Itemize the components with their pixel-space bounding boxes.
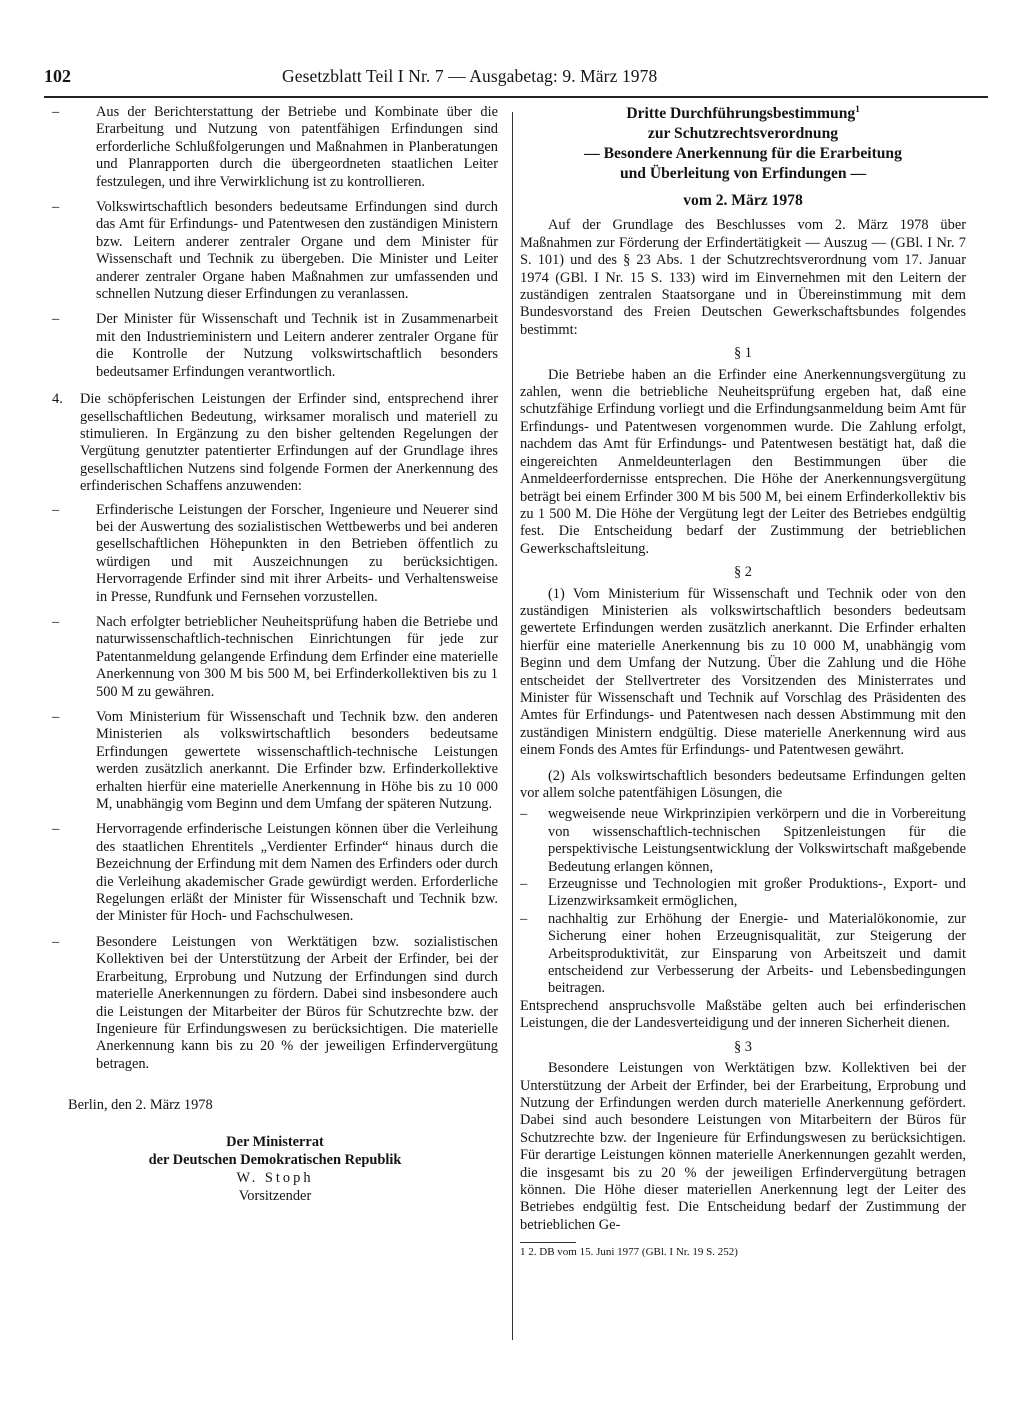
footnote: 1 2. DB vom 15. Juni 1977 (GBl. I Nr. 19 S. 252)	[520, 1246, 738, 1259]
point-4-text: Die schöpferischen Leistungen der Erfinder sind, entsprechend ihrer gesellschaftlichen Bedeutung, wirksamer moralisch und materiell zu stimulieren. In Ergänzung zu den bisher geltenden Regelungen der Vergütung genutzter patentierter Erfindungen auf der Grundlage ihres gesellschaftlichen Nutzens sind folgende Formen der Anerkennung des erfinderischen Schaffens anzuwenden:	[80, 391, 498, 495]
dash-marker: –	[52, 933, 60, 950]
section-3-title: § 3	[734, 1038, 752, 1055]
right-column	[520, 104, 966, 1259]
dash-marker: –	[52, 613, 60, 630]
list-item	[52, 199, 498, 303]
heading-line-1: Dritte Durchführungsbestimmung	[626, 105, 856, 122]
section-3-text: Besondere Leistungen von Werktätigen bzw. Kollektiven bei der Unterstützung der Arbeit der Erfinder, bei der Erarbeitung, Erprobung und Nutzung der Erfindungen werden durch materielle Anerkennung gefördert. Dabei sind auch besondere Leistungen von Mitarbeitern der Büros für Schutzrechte bzw. der Ingenieure für Erfindungswesen zu berücksichtigen. Für derartige Leistungen können materielle Anerkennungen gezahlt werden, die insgesamt bis zu 20 % der jeweiligen Erfindervergütung betragen können. Die Höhe dieser materiellen Anerkennung legt der Leiter des Betriebes endgültig fest. Die Entscheidung bedarf der Zustimmung der betrieblichen Ge-	[520, 1060, 966, 1233]
list-item	[52, 821, 498, 925]
section-2-title: § 2	[734, 564, 752, 581]
header-title: Gesetzblatt Teil I Nr. 7 — Ausgabetag: 9. März 1978	[282, 66, 658, 86]
list-item	[52, 104, 498, 191]
list-item-text: wegweisende neue Wirkprinzipien verkörpern und die in Vorbereitung von wissenschaftlich-technischen Spitzenleistungen für die perspektivische Leistungsentwicklung der Volkswirtschaft maßgebende Bedeutung erlangen können,	[548, 806, 966, 875]
list-item-text: nachhaltig zur Erhöhung der Energie- und Materialökonomie, zur Sicherung einer hohen Erzeugnisqualität, zur Steigerung der Arbeitsproduktivität, zur Einsparung von Arbeitszeit und damit entscheidend zur Verbesserung der Arbeits- und Lebensbedingungen beitragen.	[548, 910, 966, 997]
list-item	[52, 709, 498, 813]
heading-line-2: zur Schutzrechtsverordnung	[647, 125, 839, 142]
dash-marker: –	[52, 709, 60, 725]
dash-marker: –	[52, 311, 60, 328]
regulation-heading	[520, 104, 966, 184]
dash-marker: –	[52, 501, 60, 518]
section-1-title: § 1	[734, 345, 752, 362]
list-item	[52, 934, 498, 1073]
left-column	[52, 104, 498, 1205]
list-item	[520, 876, 966, 911]
signatory-role: Vorsitzender	[238, 1187, 312, 1204]
list-item-text: Der Minister für Wissenschaft und Technik ist in Zusammenarbeit mit den Industrieministern und Leitern anderer zentraler Organe für die Kontrolle der Nutzung volkswirtschaftlich besonders bedeutsamer Erfindungen verantwortlich.	[96, 311, 498, 380]
list-item-text: Hervorragende erfinderische Leistungen können über die Verleihung des staatlichen Ehrentitels „Verdienter Erfinder“ hinaus durch die Bezeichnung der Erfindung mit dem Namen des Erfinders oder durch die Verleihung akademischer Grade gewürdigt werden. Erforderliche Regelungen erläßt der Minister für Wissenschaft und Technik bzw. der Minister für Hoch- und Fachschulwesen.	[96, 821, 498, 925]
list-item-text: Nach erfolgter betrieblicher Neuheitsprüfung haben die Betriebe und naturwissenschaftlich-technischen Einrichtungen für jede zur Patentanmeldung gelangende Erfindung dem Erfinder eine materielle Anerkennung von 300 M bis 500 M, bei Erfinderkollektiven bis zu 1 500 M zu gewähren.	[96, 613, 498, 700]
regulation-date: vom 2. März 1978	[683, 192, 803, 209]
list-item-text: Erfinderische Leistungen der Forscher, Ingenieure und Neuerer sind bei der Auswertung des sozialistischen Wettbewerbs und bei anderen gesellschaftlichen Höhepunkten in den Betrieben öffentlich zu würdigen und mit Auszeichnungen zu berücksichtigen. Hervorragende Erfinder sind mit ihrer Arbeits- und Verhaltensweise in Presse, Rundfunk und Fernsehen vorzustellen.	[96, 501, 498, 605]
section-2-paragraph-2: (2) Als volkswirtschaftlich besonders bedeutsame Erfindungen gelten vor allem solche patentfähigen Lösungen, die	[520, 767, 966, 801]
signature-line-2: der Deutschen Demokratischen Republik	[148, 1151, 402, 1168]
dash-marker: –	[52, 104, 60, 120]
section-2-tail: Entsprechend anspruchsvolle Maßstäbe gelten auch bei erfinderischen Leistungen, die der Landesverteidigung und der inneren Sicherheit dienen.	[520, 997, 966, 1032]
column-divider	[512, 112, 513, 1340]
list-item	[52, 311, 498, 381]
signature-line-1: Der Ministerrat	[226, 1133, 324, 1150]
list-item-text: Besondere Leistungen von Werktätigen bzw. sozialistischen Kollektiven bei der Unterstützung der Arbeit der Erfinder, bei der Erarbeitung, Erprobung und Nutzung der Erfindungen sind durch materielle Anerkennungen zu fördern. Dabei sind insbesondere auch die Leistungen der Mitarbeiter der Büros für Schutzrechte bzw. der Ingenieure für Erfindungswesen zu berücksichtigen. Die materielle Anerkennung kann bis zu 20 % der jeweiligen Erfindervergütung betragen.	[96, 933, 498, 1072]
point-number: 4.	[52, 391, 63, 408]
dash-marker: –	[52, 821, 60, 838]
section-2-paragraph-1: (1) Vom Ministerium für Wissenschaft und Technik oder von den zuständigen Ministerien als volkswirtschaftlich besonders bedeutsam gewertete Erfindungen werden zusätzlich anerkannt. Die Erfinder erhalten hierfür eine materielle Anerkennung bis zu 10 000 M, unabhängig vom Beginn und dem Umfang der Nutzung. Über die Zahlung und die Höhe entscheidet der Stellvertreter des Vorsitzenden des Ministerrates und Minister für Wissenschaft und Technik auf Vorschlag des Präsidenten des Amtes für Erfindungs- und Patentwesen nach dessen Abstimmung mit den zuständigen Ministern endgültig. Diese materielle Anerkennung wird aus einem Fonds des Amtes für Erfindungs- und Patentwesen gewährt.	[520, 585, 966, 759]
section-1-text: Die Betriebe haben an die Erfinder eine Anerkennungsvergütung zu zahlen, wenn die betriebliche Neuheitsprüfung ergeben hat, daß eine schutzfähige Erfindung vorliegt und die Erfindungsanmeldung beim Amt für Erfindungs- und Patentwesen vorgenommen wurde. Die Zahlung erfolgt, nachdem das Amt für Erfindungs- und Patentwesen bestätigt hat, daß die eingereichten Anmeldeunterlagen den Bestimmungen über die Anmeldeerfordernisse entsprechen. Die Höhe der Anerkennungsvergütung beträgt bei einem Erfinder 300 M bis 500 M, bei einem Erfinderkollektiv bis zu 1 500 M. Die Höhe der Vergütung legt der Leiter des Betriebes endgültig fest. Die Entscheidung bedarf der Zustimmung der betrieblichen Gewerkschaftsleitung.	[520, 366, 966, 557]
list-item	[52, 614, 498, 701]
list-item	[52, 502, 498, 606]
dash-marker: –	[520, 876, 528, 893]
header-rule	[44, 96, 988, 98]
heading-line-4: und Überleitung von Erfindungen —	[619, 165, 867, 182]
list-item-text: Erzeugnisse und Technologien mit großer Produktions-, Export- und Lizenzwirksamkeit ermöglichen,	[548, 876, 966, 910]
list-item	[520, 911, 966, 998]
footnote-rule	[520, 1242, 576, 1243]
place-date: Berlin, den 2. März 1978	[68, 1097, 213, 1114]
list-item-text: Aus der Berichterstattung der Betriebe und Kombinate über die Erarbeitung und Nutzung von patentfähigen Erfindungen sind erforderliche Schlußfolgerungen und Maßnahmen in Planberatungen und Planrapporten durch die übergeordneten staatlichen Leiter festzulegen, und ihre Verwirklichung ist zu kontrollieren.	[96, 104, 498, 190]
page-number: 102	[44, 66, 71, 86]
heading-line-3: — Besondere Anerkennung für die Erarbeitung	[584, 145, 902, 162]
dash-marker: –	[52, 199, 60, 216]
list-item-text: Volkswirtschaftlich besonders bedeutsame Erfindungen sind durch das Amt für Erfindungs- und Patentwesen den zuständigen Ministern bzw. Leitern anderer zentraler Organe und dem Minister für Wissenschaft und Technik zu übergeben. Die Minister und Leiter anderer zentraler Organe haben Maßnahmen zur umfassenden und schnellen Nutzung dieser Erfindungen zu veranlassen.	[96, 199, 498, 303]
list-item-text: Vom Ministerium für Wissenschaft und Technik bzw. den anderen Ministerien als volkswirtschaftlich besonders bedeutsame Erfindungen gewertete wissenschaftlich-technische Leistungen werden zusätzlich anerkannt. Die Erfinder bzw. Erfinderkollektive erhalten hierfür eine materielle Anerkennung in Höhe bis zu 10 000 M, unabhängig vom Beginn und dem Umfang der späteren Nutzung.	[96, 709, 498, 813]
dash-marker: –	[520, 806, 528, 823]
preamble: Auf der Grundlage des Beschlusses vom 2. März 1978 über Maßnahmen zur Förderung der Erfindertätigkeit — Auszug — (GBl. I Nr. 7 S. 101) und des § 23 Abs. 1 der Schutzrechtsverordnung vom 17. Januar 1974 (GBl. I Nr. 15 S. 133) wird im Einvernehmen mit den Leitern der zuständigen zentralen Staatsorgane und in Übereinstimmung mit dem Bundesvorstand des Freien Deutschen Gewerkschaftsbundes folgendes bestimmt:	[520, 217, 966, 338]
list-item	[520, 806, 966, 876]
signature-block	[52, 1133, 498, 1205]
page-header	[44, 66, 986, 94]
footnote-mark: 1	[855, 103, 860, 114]
dash-marker: –	[520, 910, 528, 927]
point-4	[52, 391, 498, 1073]
signatory-name: W. Stoph	[236, 1169, 314, 1186]
